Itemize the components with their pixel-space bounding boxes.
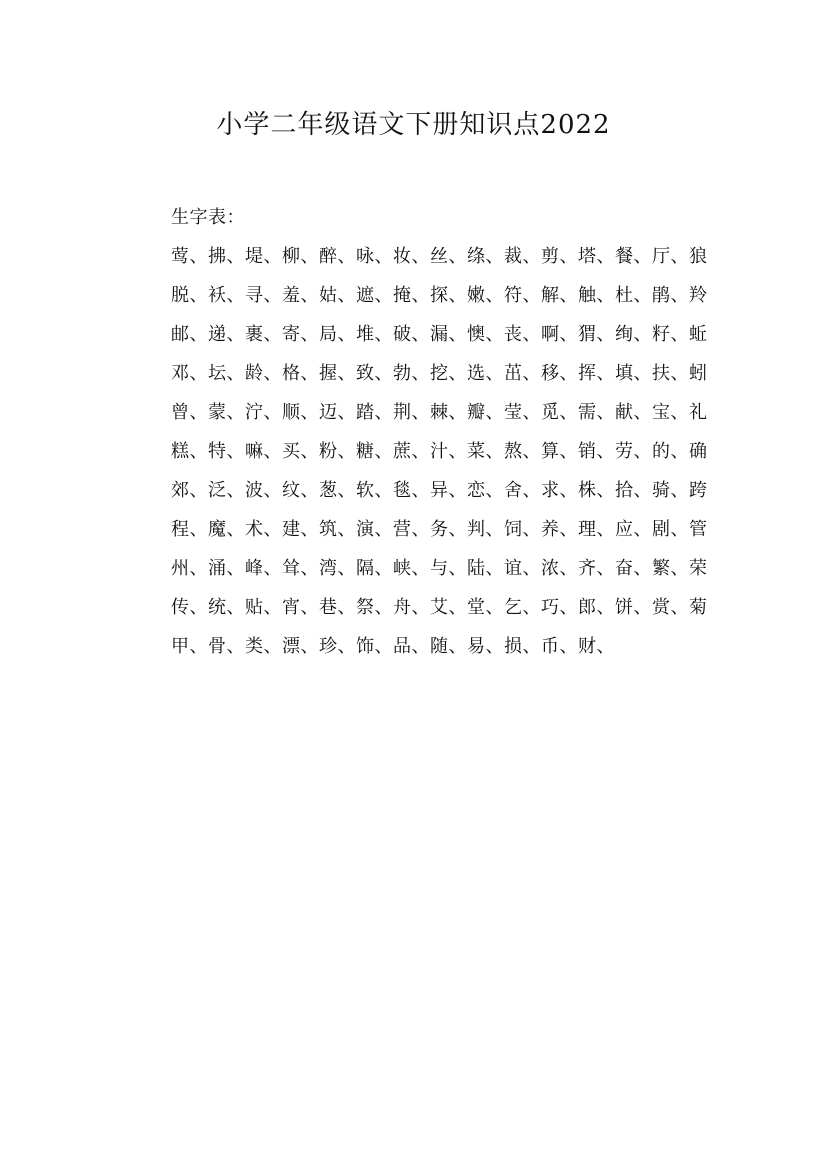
character-list-paragraph: 糕、特、嘛、买、粉、糖、蔗、汁、菜、熬、算、销、劳、的、确: [171, 441, 708, 462]
character-list-paragraph: 程、魔、术、建、筑、演、营、务、判、饲、养、理、应、剧、管: [171, 519, 708, 540]
character-list-paragraph: 曾、蒙、泞、顺、迈、踏、荆、棘、瓣、莹、觅、需、献、宝、礼: [171, 402, 708, 423]
character-list-paragraph: 州、涌、峰、耸、湾、隔、峡、与、陆、谊、浓、齐、奋、繁、荣: [171, 558, 708, 579]
document-title: 小学二年级语文下册知识点2022: [216, 110, 611, 140]
character-list-paragraph: 邮、递、裹、寄、局、堆、破、漏、懊、丧、啊、猬、绚、籽、蚯: [171, 324, 708, 345]
character-list-paragraph: 传、统、贴、宵、巷、祭、舟、艾、堂、乞、巧、郎、饼、赏、菊: [171, 597, 708, 618]
document-body: [125, 198, 715, 666]
character-list-paragraph: 甲、骨、类、漂、珍、饰、品、随、易、损、币、财、: [171, 636, 615, 657]
character-list-paragraph: 脱、袄、寻、羞、姑、遮、掩、探、嫩、符、解、触、杜、鹃、羚: [171, 285, 708, 306]
character-list-paragraph: 郊、泛、波、纹、葱、软、毯、异、恋、舍、求、株、拾、骑、跨: [171, 480, 708, 501]
section-label: 生字表：: [171, 207, 245, 228]
character-list-paragraph: 莺、拂、堤、柳、醉、咏、妆、丝、绦、裁、剪、塔、餐、厅、狼: [171, 246, 708, 267]
character-list-paragraph: 邓、坛、龄、格、握、致、勃、挖、选、茁、移、挥、填、扶、蚓: [171, 363, 708, 384]
